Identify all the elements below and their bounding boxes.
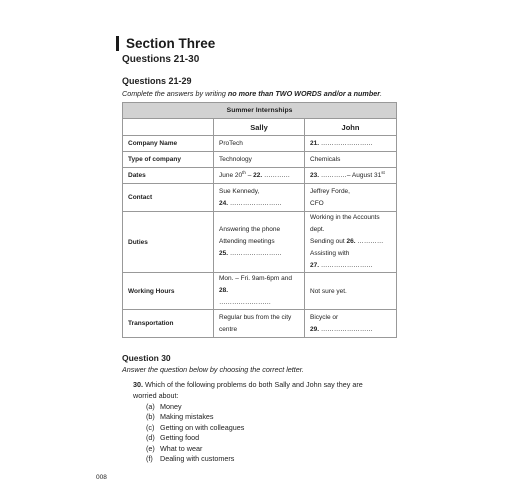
cell-sally-hours: Mon. – Fri. 9am-6pm and 28. …………………… [214, 273, 305, 310]
table-banner: Summer Internships [123, 103, 397, 119]
row-label-transport: Transportation [123, 310, 214, 338]
row-label-duties: Duties [123, 212, 214, 273]
answer-blank-26[interactable]: ………… [355, 238, 384, 245]
table-row [123, 273, 397, 310]
cell-john-hours: Not sure yet. [305, 273, 397, 310]
table-row [123, 152, 397, 168]
cell-sally-dates: June 20th – 22. ………… [214, 168, 305, 184]
cell-john-transport: Bicycle or 29. …………………… [305, 310, 397, 338]
answer-blank-23[interactable]: ………… [319, 172, 347, 179]
column-header-sally: Sally [214, 119, 305, 136]
table-row [123, 168, 397, 184]
cell-john-type: Chemicals [305, 152, 397, 168]
answer-blank-22[interactable]: ………… [262, 172, 290, 179]
cell-sally-contact: Sue Kennedy, 24. …………………… [214, 184, 305, 212]
row-label-dates: Dates [123, 168, 214, 184]
part1-title: Questions 21-29 [122, 76, 192, 86]
corner-cell [123, 119, 214, 136]
question-number-23: 23. [310, 172, 320, 179]
cell-sally-type: Technology [214, 152, 305, 168]
question-number-27: 27. [310, 262, 320, 269]
cell-john-company [305, 136, 397, 152]
question-30-stem: 30. Which of the following problems do both Sally and John say they are worried about: [133, 380, 363, 400]
cell-sally-transport: Regular bus from the city centre [214, 310, 305, 338]
row-label-company: Company Name [123, 136, 214, 152]
page-number: 008 [96, 474, 107, 481]
table-row [123, 184, 397, 212]
part2-title: Question 30 [122, 353, 171, 363]
option-a[interactable]: (a) Money [146, 402, 182, 411]
question-number-22: 22. [253, 172, 263, 179]
cell-john-dates: 23. …………– August 31st [305, 168, 397, 184]
answer-blank-25[interactable]: …………………… [228, 250, 282, 257]
option-c[interactable]: (c) Getting on with colleagues [146, 422, 245, 432]
option-d[interactable]: (d) Getting food [146, 433, 200, 443]
cell-john-contact: Jeffrey Forde, CFO [305, 184, 397, 212]
cell-john-duties: Working in the Accounts dept. Sending out 26. ………… Assisting with 27. …………………… [305, 212, 397, 273]
cell-sally-company: ProTech [214, 136, 305, 152]
answer-blank-27[interactable]: …………………… [319, 262, 373, 269]
option-b[interactable]: (b) Making mistakes [146, 412, 214, 422]
answer-blank-21[interactable]: …………………… [320, 140, 373, 147]
row-label-type: Type of company [123, 152, 214, 168]
part1-instruction: Complete the answers by writing no more than TWO WORDS and/or a number. [122, 89, 383, 98]
answer-blank-24[interactable]: …………………… [228, 199, 282, 207]
option-e[interactable]: (e) What to wear [146, 443, 203, 453]
answer-options [146, 402, 244, 464]
question-number-26: 26. [346, 238, 356, 245]
section-title: Section Three [116, 36, 215, 51]
answer-blank-28[interactable]: …………………… [219, 299, 271, 306]
question-number-24: 24. [219, 199, 229, 207]
part2-instruction: Answer the question below by choosing the correct letter. [122, 365, 304, 374]
table-row [123, 310, 397, 338]
table-row [123, 212, 397, 273]
question-number-29: 29. [310, 325, 320, 333]
table-row [123, 136, 397, 152]
column-header-john: John [305, 119, 397, 136]
row-label-hours: Working Hours [123, 273, 214, 310]
question-range: Questions 21-30 [122, 54, 200, 65]
answer-blank-29[interactable]: …………………… [319, 325, 373, 333]
question-number-21: 21. [310, 140, 320, 147]
question-number-28: 28. [219, 287, 229, 294]
row-label-contact: Contact [123, 184, 214, 212]
cell-sally-duties: Answering the phone Attending meetings 25. …………………… [214, 212, 305, 273]
question-number-30: 30. [133, 380, 143, 389]
option-f[interactable]: (f) Dealing with customers [146, 454, 235, 464]
internships-table [122, 102, 397, 338]
question-number-25: 25. [219, 250, 229, 257]
